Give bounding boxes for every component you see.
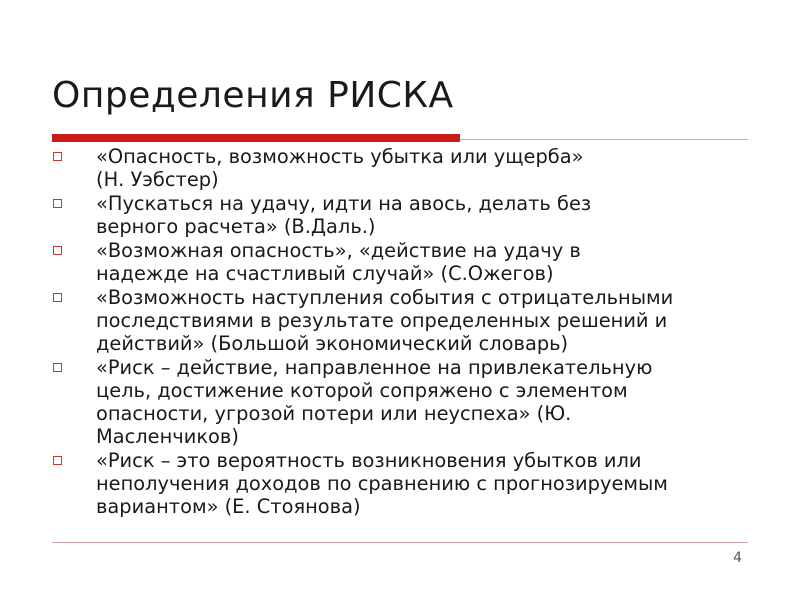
definition-text: «Пускаться на удачу, идти на авось, делать без верного расчета» (В.Даль.) bbox=[96, 192, 592, 238]
definition-text: «Возможность наступления события с отрицательными последствиями в результате определенных решений и действий» (Большой экономический словарь) bbox=[96, 286, 674, 355]
hollow-square-bullet-icon bbox=[53, 293, 62, 302]
list-item bbox=[52, 286, 782, 355]
definitions-list bbox=[52, 145, 782, 519]
hollow-square-bullet-icon bbox=[53, 246, 62, 255]
definition-text: «Возможная опасность», «действие на удачу в надежде на счастливый случай» (С.Ожегов) bbox=[96, 239, 581, 285]
footer-rule bbox=[52, 542, 748, 543]
slide-title: Определения РИСКА bbox=[52, 75, 454, 116]
definition-text: «Риск – это вероятность возникновения убытков или неполучения доходов по сравнению с прогнозируемым вариантом» (Е. Стоянова) bbox=[96, 449, 668, 518]
hollow-square-bullet-icon bbox=[53, 363, 62, 372]
list-item bbox=[52, 145, 782, 191]
list-item bbox=[52, 239, 782, 285]
hollow-square-bullet-icon bbox=[53, 456, 62, 465]
hollow-square-bullet-icon bbox=[53, 152, 62, 161]
list-item bbox=[52, 449, 782, 518]
definition-text: «Риск – действие, направленное на привлекательную цель, достижение которой сопряжено с элементом опасности, угрозой потери или неуспеха» (Ю. Масленчиков) bbox=[96, 356, 653, 448]
title-underline-accent bbox=[52, 134, 460, 142]
page-number: 4 bbox=[733, 550, 742, 566]
hollow-square-bullet-icon bbox=[53, 199, 62, 208]
definition-text: «Опасность, возможность убытка или ущерба» (Н. Уэбстер) bbox=[96, 145, 584, 191]
list-item bbox=[52, 192, 782, 238]
list-item bbox=[52, 356, 782, 448]
